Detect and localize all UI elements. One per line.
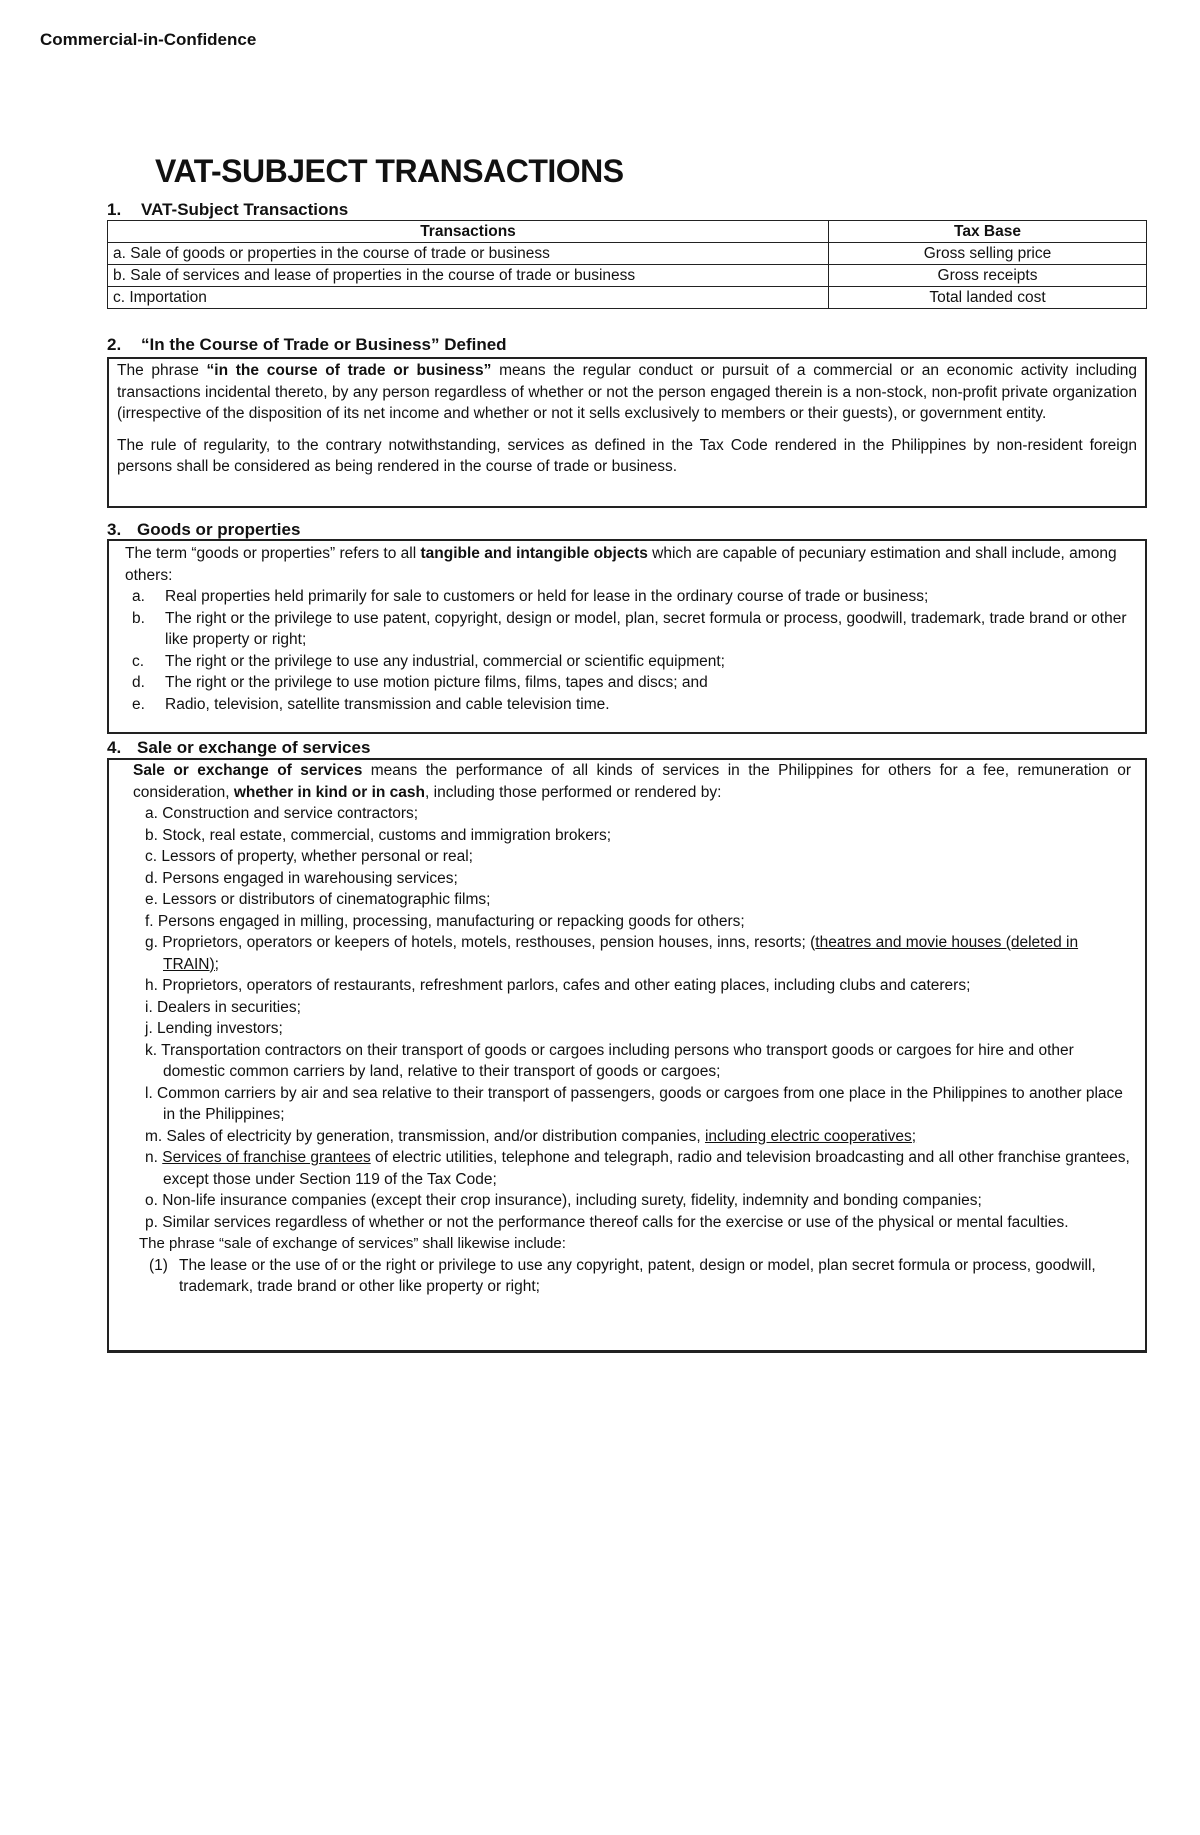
amendment-note: including electric cooperatives; [704, 1127, 917, 1145]
deleted-note: theatres and movie houses (deleted in TRAIN); [163, 934, 1079, 973]
list-item [125, 586, 1129, 608]
list-item: b. Stock, real estate, commercial, customs and immigration brokers; [145, 826, 612, 844]
section-2-number: 2. [107, 335, 122, 354]
list-item: j. Lending investors; [145, 1020, 283, 1037]
section-2-title: “In the Course of Trade or Business” Defined [141, 335, 507, 354]
list-marker: e. [132, 695, 145, 713]
vat-transactions-table [107, 220, 1147, 309]
list-item-text: The right or the privilege to use motion picture films, films, tapes and discs; and [165, 674, 708, 691]
list-item: o. Non-life insurance companies (except their crop insurance), including surety, fidelity, indemnity and bonding companies; [145, 1192, 982, 1209]
list-item [145, 1126, 1131, 1148]
list-item: d. Persons engaged in warehousing services; [145, 869, 458, 887]
section-1-heading [107, 200, 348, 220]
table-row [108, 243, 1147, 265]
section-4-heading [107, 738, 370, 758]
table-cell-tax-base: Gross receipts [829, 265, 1147, 287]
definition-paragraph [117, 360, 1137, 425]
goods-intro [125, 543, 1129, 586]
table-cell-transaction: c. Importation [108, 287, 829, 309]
list-item-text: m. Sales of electricity by generation, transmission, and/or distribution companies, [145, 1127, 705, 1145]
section-1-number: 1. [107, 200, 122, 219]
list-item [125, 694, 1129, 716]
goods-intro-rest: which are capable of pecuniary estimation and shall include, among others: [125, 545, 1117, 584]
list-item-text: Radio, television, satellite transmission and cable television time. [165, 695, 610, 713]
services-intro-text: means the performance of all kinds of services in the Philippines for others for a fee, remuneration or consideration, [133, 762, 1132, 801]
list-item [125, 651, 1129, 673]
list-item-text: The right or the privilege to use any industrial, commercial or scientific equipment; [165, 652, 725, 670]
list-item [133, 1255, 1131, 1298]
list-item: i. Dealers in securities; [145, 998, 301, 1016]
table-header-row [108, 221, 1147, 243]
section-3-title: Goods or properties [137, 520, 301, 539]
list-item-text: g. Proprietors, operators or keepers of hotels, motels, resthouses, pension houses, inns, resorts; ( [145, 934, 816, 951]
section-1-title: VAT-Subject Transactions [141, 200, 349, 219]
list-item: p. Similar services regardless of whether or not the performance thereof calls for the exercise or use of the physical or mental faculties. [145, 1213, 1069, 1231]
list-marker: (1) [149, 1256, 168, 1274]
section-4-number: 4. [107, 738, 122, 757]
list-marker: d. [132, 674, 145, 691]
list-item [125, 608, 1129, 651]
list-item-text: The lease or the use of or the right or privilege to use any copyright, patent, design or model, plan secret formula or process, goodwill, trademark, trade brand or other like property or right; [179, 1256, 1096, 1295]
list-item: l. Common carriers by air and sea relative to their transport of passengers, goods or cargoes from one place in the Philippines to another place in the Philippines; [145, 1084, 1123, 1123]
goods-properties-box [107, 539, 1147, 734]
table-cell-tax-base: Gross selling price [829, 243, 1147, 265]
list-item: a. Construction and service contractors; [145, 805, 419, 822]
defined-phrase: “in the course of trade or business” [206, 362, 492, 379]
list-item [145, 932, 1131, 975]
services-list [133, 803, 1131, 1233]
list-marker: a. [132, 588, 145, 605]
services-box [107, 758, 1147, 1353]
list-marker: c. [132, 652, 145, 670]
goods-list [125, 586, 1129, 715]
list-item: e. Lessors or distributors of cinematographic films; [145, 891, 491, 908]
services-phrase-note: The phrase “sale of exchange of services” shall likewise include: [139, 1235, 566, 1252]
section-4-title: Sale or exchange of services [137, 738, 371, 757]
table-cell-transaction: a. Sale of goods or properties in the course of trade or business [108, 243, 829, 265]
table-cell-transaction: b. Sale of services and lease of properties in the course of trade or business [108, 265, 829, 287]
table-cell-tax-base: Total landed cost [829, 287, 1147, 309]
services-kind-phrase: whether in kind or in cash [233, 783, 426, 801]
list-marker: b. [132, 609, 145, 627]
amendment-note: Services of franchise grantees [162, 1149, 371, 1166]
services-intro-rest: , including those performed or rendered by: [425, 783, 722, 801]
list-item: k. Transportation contractors on their transport of goods or cargoes including persons who transport goods or cargoes for hire and other domestic common carriers by land, relative to their transport of goods or cargoes; [145, 1041, 1074, 1080]
goods-intro-bold: tangible and intangible objects [420, 545, 648, 562]
section-3-heading [107, 520, 300, 540]
regularity-paragraph: The rule of regularity, to the contrary notwithstanding, services as defined in the Tax Code rendered in the Philippines by non-resident foreign persons shall be considered as being rendered in the course of trade or business. [117, 436, 1137, 475]
section-3-number: 3. [107, 520, 122, 539]
table-row [108, 265, 1147, 287]
table-header-transactions: Transactions [108, 221, 829, 243]
services-term: Sale or exchange of services [133, 762, 363, 779]
table-header-tax-base: Tax Base [829, 221, 1147, 243]
list-item [145, 1147, 1131, 1190]
list-item [125, 672, 1129, 694]
page-title: VAT-SUBJECT TRANSACTIONS [155, 153, 624, 189]
list-item-text: Real properties held primarily for sale to customers or held for lease in the ordinary course of trade or business; [165, 588, 929, 605]
table-row [108, 287, 1147, 309]
services-intro [133, 760, 1131, 803]
definition-box [107, 357, 1147, 508]
goods-intro-lead: The term “goods or properties” refers to all [125, 545, 421, 562]
list-item: f. Persons engaged in milling, processing, manufacturing or repacking goods for others; [145, 912, 745, 930]
list-item-text: The right or the privilege to use patent, copyright, design or model, plan, secret formula or process, goodwill, trademark, trade brand or other like property or right; [165, 609, 1127, 648]
definition-text: means the regular conduct or pursuit of a commercial or an economic activity including transactions incidental thereto, by any person regardless of whether or not the person engaged therein is a non-stock, non-profit private organization (irrespective of the disposition of its net income and whether or not it sells exclusively to members or their guests), or government entity. [117, 362, 1137, 422]
list-item-text: of electric utilities, telephone and telegraph, radio and television broadcasting and all other franchise grantees, except those under Section 119 of the Tax Code; [163, 1149, 1130, 1188]
confidentiality-label: Commercial-in-Confidence [40, 30, 257, 49]
list-item: c. Lessors of property, whether personal or real; [145, 848, 473, 865]
section-2-heading [107, 335, 507, 355]
list-item: h. Proprietors, operators of restaurants, refreshment parlors, cafes and other eating places, including clubs and caterers; [145, 977, 971, 994]
list-item-marker-text: n. [145, 1149, 163, 1166]
definition-lead: The phrase [117, 362, 207, 379]
